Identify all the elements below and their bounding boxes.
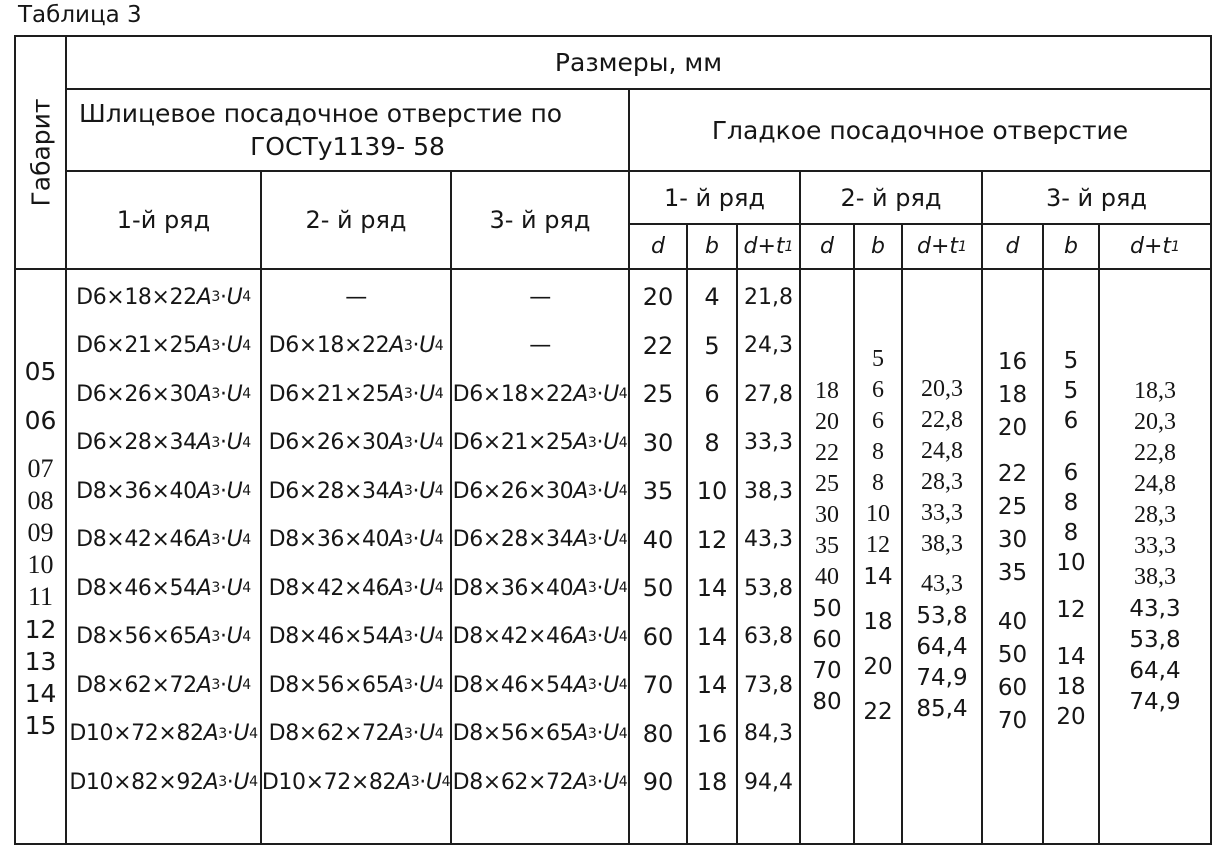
value-d: 60 <box>997 674 1028 701</box>
value-dt: 53,8 <box>1129 626 1181 653</box>
value-b: 5 <box>1063 378 1079 404</box>
value-b: 14 <box>863 563 893 590</box>
value-d: 80 <box>642 719 674 748</box>
smooth-row2-dt-list <box>903 270 981 724</box>
value-dt: 64,4 <box>1129 657 1181 684</box>
spline-designation: D6×21×25 A 3 · U 4 <box>268 381 444 407</box>
col-d-header-3: d <box>981 223 1042 268</box>
spline-designation: D6×26×30 A 3 · U 4 <box>268 430 444 456</box>
value-dt: 28,3 <box>1134 502 1176 528</box>
value-d: 70 <box>812 657 842 684</box>
spline-designation: D8×42×46 A 3 · U 4 <box>268 575 444 601</box>
smooth-row3-b-list <box>1044 270 1098 732</box>
page-title: Таблица 3 <box>18 2 142 28</box>
value-b: 6 <box>704 380 720 409</box>
gabarit-header-label: Габарит <box>26 98 56 207</box>
smooth-row1-d-list <box>630 270 686 807</box>
spline-row1-header: 1-й ряд <box>65 170 260 268</box>
value-b: 5 <box>704 331 720 360</box>
value-b: 10 <box>696 477 728 506</box>
value-d: 22 <box>815 440 839 466</box>
gabarit-value: 08 <box>27 486 54 515</box>
value-b: 6 <box>872 408 884 434</box>
spline-section-header <box>65 88 628 170</box>
spline-designation: D6×26×30 A 3 · U 4 <box>452 478 628 504</box>
value-dt: 38,3 <box>744 478 793 504</box>
value-d: 35 <box>642 477 674 506</box>
spline-row2-column <box>260 268 450 843</box>
spline-designation: D8×36×40 A 3 · U 4 <box>452 575 628 601</box>
value-d: 20 <box>997 414 1028 441</box>
spline-designation: — <box>529 284 551 310</box>
value-dt: 33,3 <box>1134 533 1176 559</box>
units-header: Размеры, мм <box>65 37 1210 88</box>
value-dt: 21,8 <box>744 284 793 310</box>
smooth-row1-dt-list <box>738 270 799 807</box>
spline-section-line2: ГОСТу1139- 58 <box>250 132 445 161</box>
spline-designation: D8×56×65 A 3 · U 4 <box>76 624 251 650</box>
value-d: 30 <box>642 428 674 457</box>
value-dt: 33,3 <box>921 500 963 526</box>
value-dt: 85,4 <box>916 695 968 722</box>
value-dt: 38,3 <box>1134 564 1176 590</box>
smooth-section-header: Гладкое посадочное отверстие <box>628 88 1210 170</box>
gabarit-value: 09 <box>27 518 54 547</box>
smooth-group3-header: 3- й ряд <box>981 170 1210 223</box>
smooth-row3-d-column <box>981 268 1042 843</box>
value-b: 18 <box>696 768 728 797</box>
gabarit-value: 10 <box>27 550 54 579</box>
value-dt: 94,4 <box>744 769 793 795</box>
value-d: 25 <box>642 380 674 409</box>
value-d: 18 <box>997 381 1028 408</box>
value-dt: 24,3 <box>744 333 793 359</box>
value-dt: 53,8 <box>744 575 793 601</box>
gabarit-value: 12 <box>24 614 57 644</box>
value-b: 8 <box>1063 490 1079 516</box>
gabarit-header-cell <box>16 37 65 268</box>
smooth-row3-d-list <box>983 270 1042 737</box>
smooth-group1-header: 1- й ряд <box>628 170 799 223</box>
value-d: 30 <box>997 526 1028 553</box>
gabarit-value: 14 <box>24 678 57 708</box>
value-b: 12 <box>866 532 890 558</box>
value-b: 20 <box>863 653 893 680</box>
smooth-row1-b-column <box>686 268 736 843</box>
value-b: 18 <box>1056 674 1086 700</box>
spline-designation: D8×36×40 A 3 · U 4 <box>76 478 251 504</box>
value-dt: 20,3 <box>921 376 963 402</box>
value-dt: 64,4 <box>916 633 968 660</box>
spline-designation: D8×46×54 A 3 · U 4 <box>268 624 444 650</box>
value-dt: 43,3 <box>744 527 793 553</box>
value-dt: 74,9 <box>1129 688 1181 715</box>
spline-designation: — <box>345 284 367 310</box>
smooth-row3-dt-list <box>1100 270 1210 717</box>
spline-row2-header: 2- й ряд <box>260 170 450 268</box>
spline-designation: D8×62×72 A 3 · U 4 <box>268 721 444 747</box>
spline-designation: D6×28×34 A 3 · U 4 <box>452 527 628 553</box>
value-d: 90 <box>642 768 674 797</box>
spline-designation: D6×18×22 A 3 · U 4 <box>452 381 628 407</box>
col-b-header-1: b <box>686 223 736 268</box>
spline-row3-column <box>450 268 628 843</box>
spline-designation: D10×72×82 A 3 · U 4 <box>261 769 450 795</box>
spline-row1-column <box>65 268 260 843</box>
value-d: 35 <box>815 533 839 559</box>
spline-designation: — <box>529 333 551 359</box>
smooth-row3-dt-column <box>1098 268 1210 843</box>
dimensions-table <box>14 35 1212 845</box>
value-dt: 27,8 <box>744 381 793 407</box>
value-dt: 43,3 <box>1129 595 1181 622</box>
smooth-row2-dt-column <box>901 268 981 843</box>
value-d: 20 <box>642 283 674 312</box>
spline-designation: D8×42×46 A 3 · U 4 <box>76 527 251 553</box>
smooth-row2-b-list <box>855 270 901 727</box>
spline-designation: D8×36×40 A 3 · U 4 <box>268 527 444 553</box>
value-b: 20 <box>1056 704 1086 730</box>
spline-designation: D6×28×34 A 3 · U 4 <box>268 478 444 504</box>
value-d: 25 <box>815 471 839 497</box>
smooth-row2-b-column <box>853 268 901 843</box>
value-d: 50 <box>642 574 674 603</box>
value-d: 70 <box>997 707 1028 734</box>
value-dt: 84,3 <box>744 721 793 747</box>
value-d: 50 <box>997 641 1028 668</box>
smooth-row3-b-column <box>1042 268 1098 843</box>
spline-designation: D8×46×54 A 3 · U 4 <box>452 672 628 698</box>
col-b-header-2: b <box>853 223 901 268</box>
value-b: 5 <box>1063 348 1079 374</box>
smooth-row1-dt-column <box>736 268 799 843</box>
spline-row2-list <box>262 270 450 807</box>
spline-designation: D6×18×22 A 3 · U 4 <box>268 333 444 359</box>
spline-section-line1: Шлицевое посадочное отверстие по <box>79 99 563 128</box>
value-dt: 24,8 <box>1134 471 1176 497</box>
value-d: 16 <box>997 348 1028 375</box>
col-b-header-3: b <box>1042 223 1098 268</box>
smooth-group2-header: 2- й ряд <box>799 170 981 223</box>
spline-designation: D6×18×22 A 3 · U 4 <box>76 284 251 310</box>
gabarit-value: 11 <box>27 582 54 611</box>
spline-designation: D8×56×65 A 3 · U 4 <box>268 672 444 698</box>
value-b: 18 <box>863 608 893 635</box>
gabarit-value: 15 <box>24 710 57 740</box>
value-dt: 24,8 <box>921 438 963 464</box>
value-b: 16 <box>696 719 728 748</box>
value-b: 10 <box>1056 550 1086 576</box>
spline-designation: D6×21×25 A 3 · U 4 <box>452 430 628 456</box>
value-b: 14 <box>1056 644 1086 670</box>
value-d: 22 <box>997 460 1028 487</box>
value-d: 35 <box>997 559 1028 586</box>
spline-row1-list <box>67 270 260 807</box>
gabarit-value: 13 <box>24 646 57 676</box>
value-b: 4 <box>704 283 720 312</box>
value-dt: 74,9 <box>916 664 968 691</box>
value-d: 40 <box>997 608 1028 635</box>
value-d: 20 <box>815 409 839 435</box>
value-d: 18 <box>815 378 839 404</box>
value-b: 14 <box>696 574 728 603</box>
value-b: 8 <box>704 428 720 457</box>
value-d: 40 <box>642 525 674 554</box>
value-b: 8 <box>872 439 884 465</box>
value-dt: 33,3 <box>744 430 793 456</box>
value-d: 50 <box>812 595 842 622</box>
value-b: 12 <box>1056 597 1086 623</box>
gabarit-value: 07 <box>27 454 54 483</box>
gabarit-value: 05 <box>24 356 57 386</box>
value-d: 60 <box>642 622 674 651</box>
smooth-row1-d-column <box>628 268 686 843</box>
value-dt: 22,8 <box>1134 440 1176 466</box>
value-dt: 43,3 <box>921 571 963 597</box>
value-b: 5 <box>872 346 884 372</box>
spline-designation: D6×21×25 A 3 · U 4 <box>76 333 251 359</box>
smooth-row1-b-list <box>688 270 736 807</box>
col-d-header-2: d <box>799 223 853 268</box>
value-d: 30 <box>815 502 839 528</box>
spline-designation: D10×72×82 A 3 · U 4 <box>69 721 258 747</box>
spline-designation: D8×42×46 A 3 · U 4 <box>452 624 628 650</box>
value-b: 10 <box>866 501 890 527</box>
value-b: 14 <box>696 671 728 700</box>
col-dt-header-2: d+ t 1 <box>901 223 981 268</box>
gabarit-value: 06 <box>24 405 57 435</box>
value-d: 22 <box>642 331 674 360</box>
gabarit-list <box>16 270 65 741</box>
value-d: 40 <box>815 564 839 590</box>
spline-designation: D8×56×65 A 3 · U 4 <box>452 721 628 747</box>
value-d: 70 <box>642 671 674 700</box>
value-b: 8 <box>872 470 884 496</box>
spline-designation: D8×62×72 A 3 · U 4 <box>76 672 251 698</box>
value-b: 14 <box>696 622 728 651</box>
value-dt: 73,8 <box>744 672 793 698</box>
value-dt: 38,3 <box>921 531 963 557</box>
value-b: 6 <box>1063 460 1079 486</box>
value-d: 80 <box>812 688 842 715</box>
col-d-header-1: d <box>628 223 686 268</box>
value-b: 6 <box>872 377 884 403</box>
spline-row3-header: 3- й ряд <box>450 170 628 268</box>
smooth-row2-d-list <box>801 270 853 717</box>
value-d: 60 <box>812 626 842 653</box>
col-dt-header-1: d+ t 1 <box>736 223 799 268</box>
value-b: 6 <box>1063 408 1079 434</box>
smooth-row2-d-column <box>799 268 853 843</box>
value-d: 25 <box>997 493 1028 520</box>
spline-designation: D6×26×30 A 3 · U 4 <box>76 381 251 407</box>
value-dt: 20,3 <box>1134 409 1176 435</box>
value-b: 8 <box>1063 520 1079 546</box>
value-dt: 22,8 <box>921 407 963 433</box>
spline-designation: D6×28×34 A 3 · U 4 <box>76 430 251 456</box>
value-dt: 53,8 <box>916 602 968 629</box>
gabarit-column <box>16 268 65 843</box>
col-dt-header-3: d+ t 1 <box>1098 223 1210 268</box>
value-dt: 63,8 <box>744 624 793 650</box>
spline-designation: D8×46×54 A 3 · U 4 <box>76 575 251 601</box>
spline-designation: D10×82×92 A 3 · U 4 <box>69 769 258 795</box>
spline-row3-list <box>452 270 628 807</box>
value-dt: 28,3 <box>921 469 963 495</box>
spline-designation: D8×62×72 A 3 · U 4 <box>452 769 628 795</box>
value-b: 22 <box>863 698 893 725</box>
value-b: 12 <box>696 525 728 554</box>
value-dt: 18,3 <box>1134 378 1176 404</box>
